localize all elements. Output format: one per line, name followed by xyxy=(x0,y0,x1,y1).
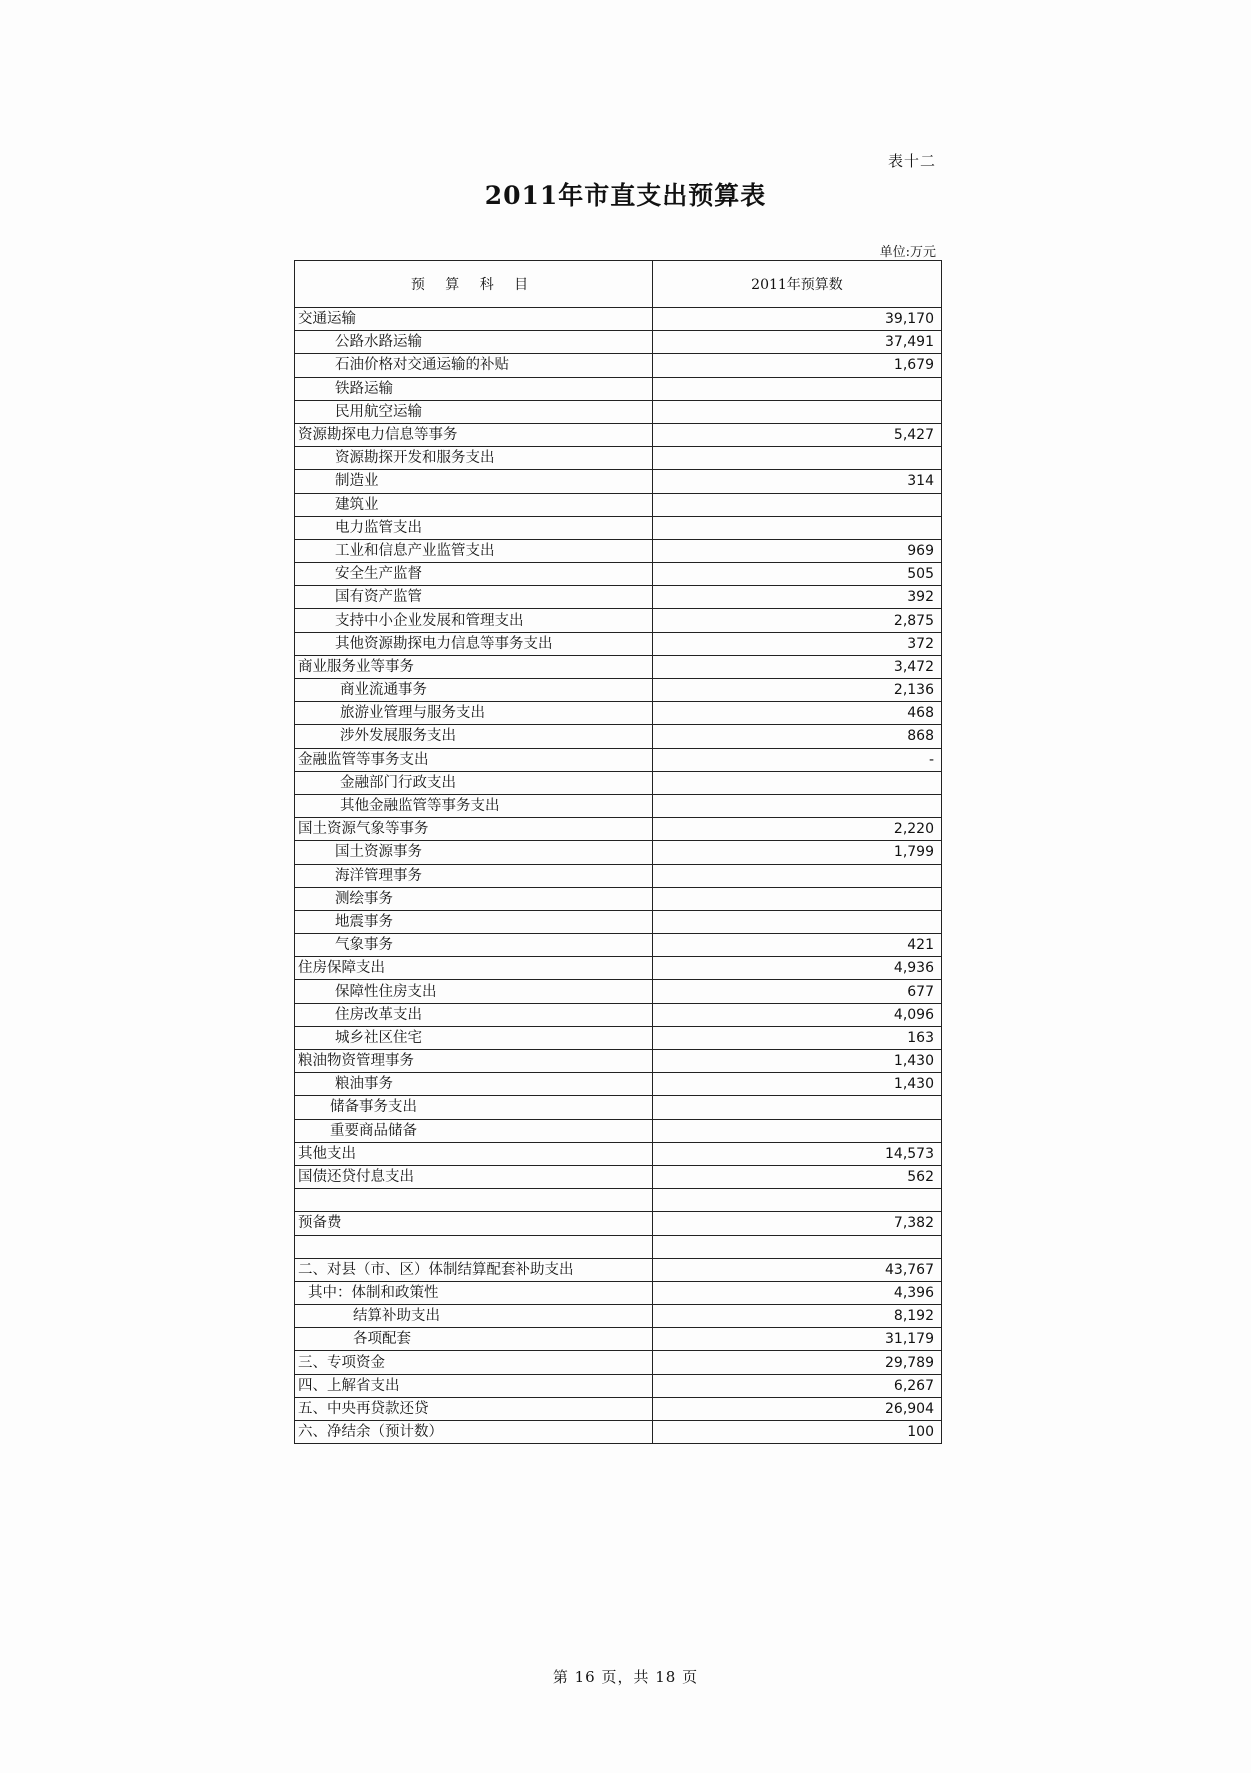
table-row xyxy=(295,377,942,400)
table-row xyxy=(295,1351,942,1374)
row-item-label: 商业流通事务 xyxy=(295,679,653,702)
table-row xyxy=(295,748,942,771)
row-item-label xyxy=(295,1235,653,1258)
table-row xyxy=(295,1189,942,1212)
row-item-label: 公路水路运输 xyxy=(295,331,653,354)
table-row xyxy=(295,1050,942,1073)
row-item-label: 国债还贷付息支出 xyxy=(295,1165,653,1188)
row-item-label xyxy=(295,1189,653,1212)
row-item-label: 住房保障支出 xyxy=(295,957,653,980)
row-item-label: 国土资源气象等事务 xyxy=(295,818,653,841)
table-row xyxy=(295,1165,942,1188)
row-item-label: 保障性住房支出 xyxy=(295,980,653,1003)
table-row xyxy=(295,470,942,493)
row-item-label: 其他支出 xyxy=(295,1142,653,1165)
budget-table xyxy=(294,260,942,1444)
row-amount: 372 xyxy=(653,632,942,655)
row-amount xyxy=(653,910,942,933)
row-amount xyxy=(653,447,942,470)
table-row xyxy=(295,632,942,655)
table-row xyxy=(295,400,942,423)
row-item-label: 气象事务 xyxy=(295,934,653,957)
row-amount: 392 xyxy=(653,586,942,609)
table-row xyxy=(295,563,942,586)
table-row xyxy=(295,1421,942,1444)
row-amount: 29,789 xyxy=(653,1351,942,1374)
table-row xyxy=(295,980,942,1003)
row-amount: 421 xyxy=(653,934,942,957)
table-row xyxy=(295,1305,942,1328)
row-amount: 2,875 xyxy=(653,609,942,632)
row-item-label: 涉外发展服务支出 xyxy=(295,725,653,748)
row-amount xyxy=(653,400,942,423)
row-amount xyxy=(653,887,942,910)
table-row xyxy=(295,794,942,817)
row-item-label: 结算补助支出 xyxy=(295,1305,653,1328)
row-amount: 37,491 xyxy=(653,331,942,354)
row-item-label: 重要商品储备 xyxy=(295,1119,653,1142)
row-amount xyxy=(653,794,942,817)
row-amount: 8,192 xyxy=(653,1305,942,1328)
row-amount: 505 xyxy=(653,563,942,586)
unit-label: 单位:万元 xyxy=(879,245,936,260)
row-item-label: 粮油物资管理事务 xyxy=(295,1050,653,1073)
row-amount xyxy=(653,493,942,516)
row-item-label: 其中：体制和政策性 xyxy=(295,1281,653,1304)
table-row xyxy=(295,1212,942,1235)
row-item-label: 金融监管等事务支出 xyxy=(295,748,653,771)
row-amount: 1,679 xyxy=(653,354,942,377)
row-item-label: 其他资源勘探电力信息等事务支出 xyxy=(295,632,653,655)
row-item-label: 预备费 xyxy=(295,1212,653,1235)
row-item-label: 制造业 xyxy=(295,470,653,493)
row-amount: 4,096 xyxy=(653,1003,942,1026)
row-item-label: 建筑业 xyxy=(295,493,653,516)
table-row xyxy=(295,586,942,609)
row-item-label: 石油价格对交通运输的补贴 xyxy=(295,354,653,377)
row-item-label: 资源勘探电力信息等事务 xyxy=(295,423,653,446)
table-row xyxy=(295,771,942,794)
row-item-label: 安全生产监督 xyxy=(295,563,653,586)
row-amount: 2,220 xyxy=(653,818,942,841)
row-amount: 468 xyxy=(653,702,942,725)
row-amount: 1,430 xyxy=(653,1050,942,1073)
table-number: 表十二 xyxy=(887,152,936,170)
row-amount: 43,767 xyxy=(653,1258,942,1281)
row-amount xyxy=(653,377,942,400)
row-item-label: 三、专项资金 xyxy=(295,1351,653,1374)
row-amount xyxy=(653,1119,942,1142)
row-item-label: 五、中央再贷款还贷 xyxy=(295,1397,653,1420)
table-row xyxy=(295,1142,942,1165)
table-row xyxy=(295,1397,942,1420)
table-row xyxy=(295,516,942,539)
row-amount: 31,179 xyxy=(653,1328,942,1351)
table-row xyxy=(295,818,942,841)
table-row xyxy=(295,1073,942,1096)
row-amount xyxy=(653,771,942,794)
row-item-label: 二、对县（市、区）体制结算配套补助支出 xyxy=(295,1258,653,1281)
table-row xyxy=(295,864,942,887)
table-row xyxy=(295,1328,942,1351)
row-item-label: 电力监管支出 xyxy=(295,516,653,539)
table-row xyxy=(295,1258,942,1281)
row-amount: 14,573 xyxy=(653,1142,942,1165)
row-amount: 314 xyxy=(653,470,942,493)
row-amount xyxy=(653,1096,942,1119)
table-row xyxy=(295,331,942,354)
row-item-label: 资源勘探开发和服务支出 xyxy=(295,447,653,470)
table-body xyxy=(295,308,942,1444)
table-row xyxy=(295,1003,942,1026)
table-row xyxy=(295,447,942,470)
page-title: 2011年市直支出预算表 xyxy=(484,181,767,210)
table-row xyxy=(295,910,942,933)
table-row xyxy=(295,1374,942,1397)
row-amount: 1,799 xyxy=(653,841,942,864)
row-item-label: 旅游业管理与服务支出 xyxy=(295,702,653,725)
row-amount: 3,472 xyxy=(653,655,942,678)
page-footer: 第 16 页，共 18 页 xyxy=(552,1668,699,1686)
table-row xyxy=(295,957,942,980)
row-amount: - xyxy=(653,748,942,771)
column-header-amount: 2011年预算数 xyxy=(653,261,942,308)
row-item-label: 铁路运输 xyxy=(295,377,653,400)
row-amount xyxy=(653,1189,942,1212)
row-item-label: 支持中小企业发展和管理支出 xyxy=(295,609,653,632)
table-row xyxy=(295,1119,942,1142)
table-row xyxy=(295,725,942,748)
row-amount: 4,936 xyxy=(653,957,942,980)
row-amount: 4,396 xyxy=(653,1281,942,1304)
row-item-label: 民用航空运输 xyxy=(295,400,653,423)
row-amount: 7,382 xyxy=(653,1212,942,1235)
table-row xyxy=(295,354,942,377)
row-amount: 1,430 xyxy=(653,1073,942,1096)
row-item-label: 粮油事务 xyxy=(295,1073,653,1096)
table-row xyxy=(295,679,942,702)
row-item-label: 城乡社区住宅 xyxy=(295,1026,653,1049)
row-amount: 5,427 xyxy=(653,423,942,446)
row-item-label: 国有资产监管 xyxy=(295,586,653,609)
row-item-label: 六、净结余（预计数） xyxy=(295,1421,653,1444)
row-item-label: 交通运输 xyxy=(295,308,653,331)
row-amount: 2,136 xyxy=(653,679,942,702)
row-amount: 868 xyxy=(653,725,942,748)
table-row xyxy=(295,655,942,678)
row-amount xyxy=(653,1235,942,1258)
row-amount: 163 xyxy=(653,1026,942,1049)
table-row xyxy=(295,609,942,632)
row-item-label: 金融部门行政支出 xyxy=(295,771,653,794)
column-header-item: 预 算 科 目 xyxy=(295,261,653,308)
row-item-label: 四、上解省支出 xyxy=(295,1374,653,1397)
row-item-label: 国土资源事务 xyxy=(295,841,653,864)
row-item-label: 住房改革支出 xyxy=(295,1003,653,1026)
row-amount: 6,267 xyxy=(653,1374,942,1397)
row-amount: 100 xyxy=(653,1421,942,1444)
table-row xyxy=(295,841,942,864)
row-amount: 26,904 xyxy=(653,1397,942,1420)
row-item-label: 商业服务业等事务 xyxy=(295,655,653,678)
row-item-label: 工业和信息产业监管支出 xyxy=(295,539,653,562)
table-row xyxy=(295,1026,942,1049)
row-amount: 562 xyxy=(653,1165,942,1188)
row-amount: 969 xyxy=(653,539,942,562)
table-header-row xyxy=(295,261,942,308)
table-row xyxy=(295,1281,942,1304)
table-row xyxy=(295,702,942,725)
table-row xyxy=(295,423,942,446)
row-item-label: 测绘事务 xyxy=(295,887,653,910)
row-item-label: 其他金融监管等事务支出 xyxy=(295,794,653,817)
row-amount: 677 xyxy=(653,980,942,1003)
table-row xyxy=(295,539,942,562)
row-item-label: 各项配套 xyxy=(295,1328,653,1351)
table-row xyxy=(295,1096,942,1119)
table-row xyxy=(295,1235,942,1258)
row-amount xyxy=(653,864,942,887)
table-row xyxy=(295,887,942,910)
table-row xyxy=(295,493,942,516)
table-row xyxy=(295,934,942,957)
row-item-label: 储备事务支出 xyxy=(295,1096,653,1119)
row-amount: 39,170 xyxy=(653,308,942,331)
row-item-label: 海洋管理事务 xyxy=(295,864,653,887)
row-amount xyxy=(653,516,942,539)
row-item-label: 地震事务 xyxy=(295,910,653,933)
table-row xyxy=(295,308,942,331)
